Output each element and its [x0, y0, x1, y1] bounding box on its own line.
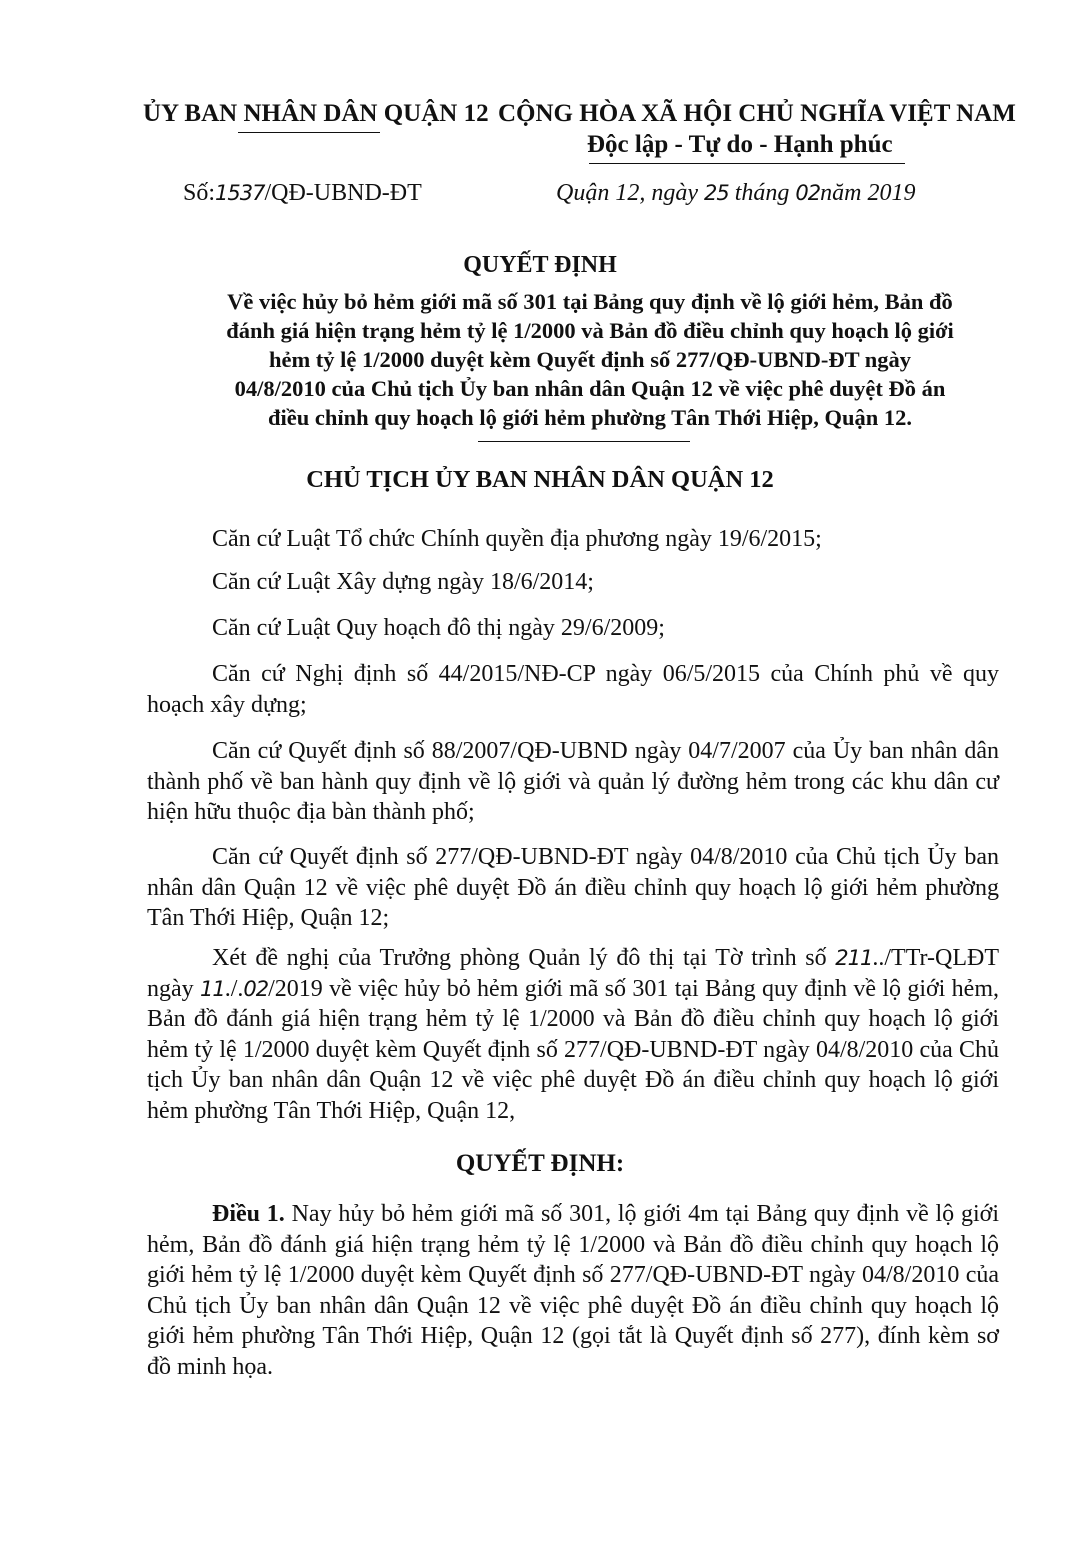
document-date — [556, 180, 915, 207]
ground-paragraph: Căn cứ Quyết định số 88/2007/QĐ-UBND ngày 04/7/2007 của Ủy ban nhân dân thành phố về ban hành quy định về lộ giới và quản lý đường hẻm trong các khu dân cư hiện hữu thuộc địa bàn thành phố; — [147, 738, 999, 825]
article-1-text: Nay hủy bỏ hẻm giới mã số 301, lộ giới 4m tại Bảng quy định về lộ giới hẻm, Bản đồ đánh giá hiện trạng hẻm tỷ lệ 1/2000 và Bản đồ điều chỉnh quy hoạch lộ giới hẻm tỷ lệ 1/2000 duyệt kèm Quyết định số 277/QĐ-UBND-ĐT ngày 04/8/2010 của Chủ tịch Ủy ban nhân dân Quận 12 về việc phê duyệt Đồ án điều chỉnh quy hoạch lộ giới hẻm phường Tân Thới Hiệp, Quận 12 (gọi tắt là Quyết định số 277), đính kèm sơ đồ minh họa. — [147, 1201, 999, 1380]
signing-authority: CHỦ TỊCH ỦY BAN NHÂN DÂN QUẬN 12 — [306, 466, 774, 493]
article-1-label: Điều 1. — [212, 1201, 285, 1227]
ground-paragraph: Căn cứ Luật Tổ chức Chính quyền địa phương ngày 19/6/2015; — [212, 526, 822, 552]
date-day: 25 — [703, 181, 729, 205]
nation-name: CỘNG HÒA XÃ HỘI CHỦ NGHĨA VIỆT NAM — [498, 100, 1016, 127]
nation-motto: Độc lập - Tự do - Hạnh phúc — [587, 131, 893, 158]
proposal-number-handwritten: 211 — [835, 946, 873, 970]
date-month-label: tháng — [734, 180, 790, 206]
date-suffix: năm 2019 — [820, 180, 916, 206]
decision-title: QUYẾT ĐỊNH — [463, 252, 617, 278]
subject-line: Về việc hủy bỏ hẻm giới mã số 301 tại Bảng quy định về lộ giới hẻm, Bản đồ — [227, 289, 953, 314]
number-prefix: Số: — [183, 180, 216, 206]
issuing-agency: ỦY BAN NHÂN DÂN QUẬN 12 — [143, 100, 489, 127]
ground-paragraph: Căn cứ Nghị định số 44/2015/NĐ-CP ngày 06/5/2015 của Chính phủ về quy hoạch xây dựng; — [147, 661, 999, 718]
article-1 — [147, 1199, 999, 1382]
subject-line: điều chỉnh quy hoạch lộ giới hẻm phường Tân Thới Hiệp, Quận 12. — [267, 405, 912, 430]
date-month: 02 — [795, 181, 821, 205]
proposal-text: ../TTr-QLĐT ngày — [147, 945, 999, 1002]
proposal-paragraph — [147, 943, 999, 1126]
proposal-month-handwritten: 02 — [243, 976, 269, 1001]
decision-subject — [190, 287, 990, 432]
subject-line: đánh giá hiện trạng hẻm tỷ lệ 1/2000 và Bản đồ điều chỉnh quy hoạch lộ giới — [226, 318, 954, 343]
document-number — [183, 180, 422, 207]
proposal-text: Xét đề nghị của Trưởng phòng Quản lý đô thị tại Tờ trình số — [212, 945, 836, 971]
decides-title: QUYẾT ĐỊNH: — [455, 1150, 625, 1177]
number-suffix: /QĐ-UBND-ĐT — [264, 180, 422, 206]
proposal-text: /2019 về việc hủy bỏ hẻm giới mã số 301 tại Bảng quy định về lộ giới hẻm, Bản đồ đánh giá hiện trạng hẻm tỷ lệ 1/2000 và Bản đồ điều chỉnh quy hoạch lộ giới hẻm tỷ lệ 1/2000 duyệt kèm Quyết định số 277/QĐ-UBND-ĐT ngày 04/8/2010 của Chủ tịch Ủy ban nhân dân Quận 12 về việc phê duyệt Đồ án điều chỉnh quy hoạch lộ giới hẻm phường Tân Thới Hiệp, Quận 12, — [147, 975, 999, 1124]
ground-paragraph: Căn cứ Luật Xây dựng ngày 18/6/2014; — [212, 569, 594, 595]
proposal-day-handwritten: 11 — [199, 976, 225, 1001]
subject-underline — [478, 441, 690, 442]
ground-paragraph: Căn cứ Luật Quy hoạch đô thị ngày 29/6/2009; — [212, 615, 665, 641]
motto-underline — [589, 163, 905, 164]
subject-line: 04/8/2010 của Chủ tịch Ủy ban nhân dân Quận 12 về việc phê duyệt Đồ án — [234, 376, 946, 401]
ground-paragraph: Căn cứ Quyết định số 277/QĐ-UBND-ĐT ngày 04/8/2010 của Chủ tịch Ủy ban nhân dân Quận 12 về việc phê duyệt Đồ án điều chỉnh quy hoạch lộ giới hẻm phường Tân Thới Hiệp, Quận 12; — [147, 844, 999, 931]
number-handwritten: 1537 — [215, 181, 265, 205]
date-prefix: Quận 12, ngày — [556, 180, 698, 206]
subject-line: hẻm tỷ lệ 1/2000 duyệt kèm Quyết định số 277/QĐ-UBND-ĐT ngày — [268, 347, 912, 372]
agency-underline — [238, 132, 380, 133]
proposal-text: ./. — [224, 975, 244, 1002]
